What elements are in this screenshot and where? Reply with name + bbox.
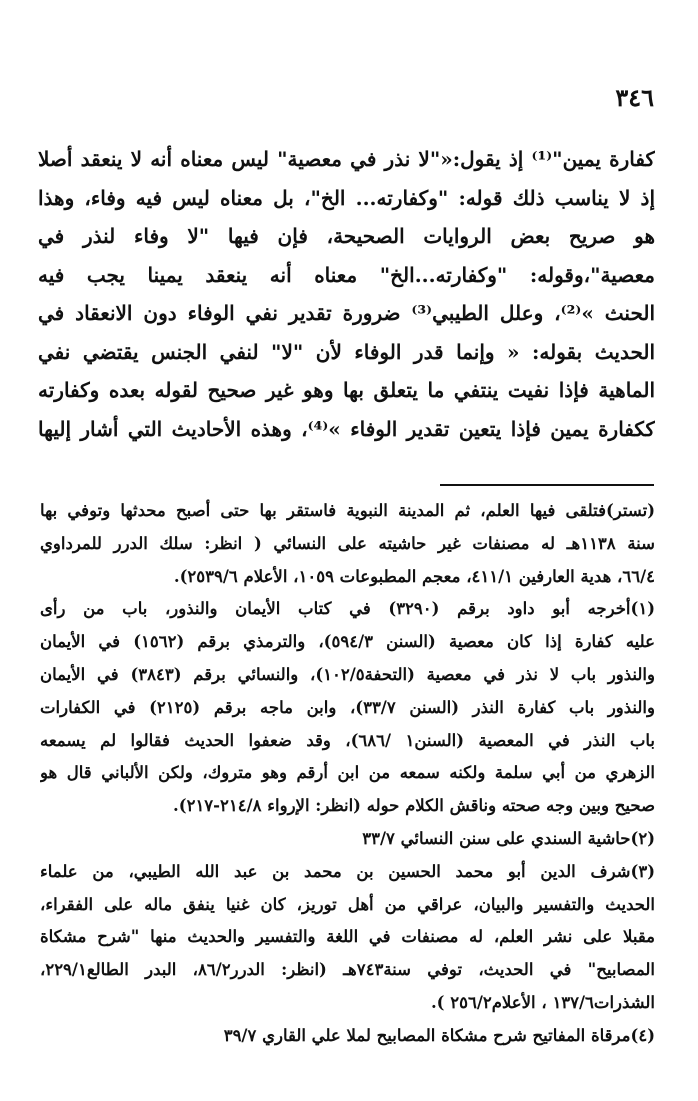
main-text-line: ككفارة يمين فإذا يتعين تقدير الوفاء »⁽⁴⁾، وهذه الأحاديث التي أشار إليها — [38, 416, 655, 441]
footnote-line: الحديث والتفسير والبيان، عراقي من أهل توريز، كان غنيا ينفق ماله على الفقراء، — [40, 894, 655, 914]
footnote-line: صحيح وبين وجه صحته وناقش الكلام حوله (انظر: الإرواء ٢١٤/٨-٢١٧). — [173, 796, 655, 816]
main-text-line: الماهية فإذا نفيت ينتفي ما يتعلق بها وهو غير صحيح لقوله بعده وكفارته — [38, 378, 655, 402]
footnote-line: والنذور باب كفارة النذر (السنن ٣٣/٧)، وابن ماجه برقم (٢١٢٥) في الكفارات — [40, 697, 655, 717]
main-text-line: الحنث »⁽²⁾، وعلل الطيبي⁽³⁾ ضرورة تقدير نفي الوفاء دون الانعقاد في — [38, 301, 655, 325]
main-text-line: الحديث بقوله: « وإنما قدر الوفاء لأن "لا" لنفي الجنس يقتضي نفي — [38, 339, 655, 364]
main-text-line: كفارة يمين"⁽¹⁾ إذ يقول:«"لا نذر في معصية" ليس معناه أنه لا ينعقد أصلا — [38, 147, 655, 171]
footnote-line: سنة ١١٣٨هـ له مصنفات غير حاشيته على النسائي ( انظر: سلك الدرر للمرداوي — [40, 533, 655, 553]
footnote-line: مقبلا على نشر العلم، له مصنفات في اللغة والتفسير والحديث منها "شرح مشكاة — [40, 927, 655, 947]
footnote-line: الشذرات١٣٧/٦ ، الأعلام٢٥٦/٢ ). — [430, 992, 655, 1012]
main-text-line: هو صريح بعض الروايات الصحيحة، فإن فيها "لا وفاء لنذر في — [38, 224, 655, 248]
footnote-line: ٦٦/٤، هدية العارفين ٤١١/١، معجم المطبوعات ١٠٥٩، الأعلام ٢٥٣٩/٦). — [173, 566, 655, 586]
footnote-line: عليه كفارة إذا كان معصية (السنن ٥٩٤/٣)، والترمذي برقم (١٥٦٢) في الأيمان — [40, 632, 655, 652]
main-text — [38, 140, 655, 448]
footnote-line: (٤)مرقاة المفاتيح شرح مشكاة المصابيح لملا علي القاري ٣٩/٧ — [223, 1025, 655, 1045]
footnote-line: المصابيح" في الحديث، توفي سنة٧٤٣هـ (انظر: الدرر٨٦/٢، البدر الطالع٢٢٩/١، — [40, 960, 655, 980]
footnote-line: الزهري من أبي سلمة ولكنه سمعه من ابن أرقم وهو متروك، ولكن الألباني قال هو — [40, 763, 655, 783]
footnote-separator — [440, 484, 654, 486]
page-number: ٣٤٦ — [615, 83, 654, 112]
main-text-line: معصية"،وقوله: "وكفارته...الخ" معناه أنه ينعقد يمينا يجب فيه — [38, 262, 655, 287]
main-text-line: إذ لا يناسب ذلك قوله: "وكفارته... الخ"، بل معناه ليس فيه وفاء، وهذا — [38, 185, 655, 210]
footnotes — [40, 495, 655, 1053]
footnote-line: (٢)حاشية السندي على سنن النسائي ٣٣/٧ — [362, 828, 655, 848]
footnote-line: باب النذر في المعصية (السنن١ /٦٨٦)، وقد ضعفوا الحديث فقالوا لم يسمعه — [40, 730, 655, 750]
footnote-line: والنذور باب لا نذر في معصية (التحفة١٠٢/٥)، والنسائي برقم (٣٨٤٣) في الأيمان — [40, 664, 655, 684]
footnote-line: (٣)شرف الدين أبو محمد الحسين بن محمد بن عبد الله الطيبي، من علماء — [40, 861, 655, 881]
footnote-line: (تستر)فتلقى فيها العلم، ثم المدينة النبوية فاستقر بها حتى أصبح محدثها وتوفي بها — [40, 501, 655, 520]
footnote-line: (١)أخرجه أبو داود برقم (٣٢٩٠) في كتاب الأيمان والنذور، باب من رأى — [40, 599, 655, 619]
